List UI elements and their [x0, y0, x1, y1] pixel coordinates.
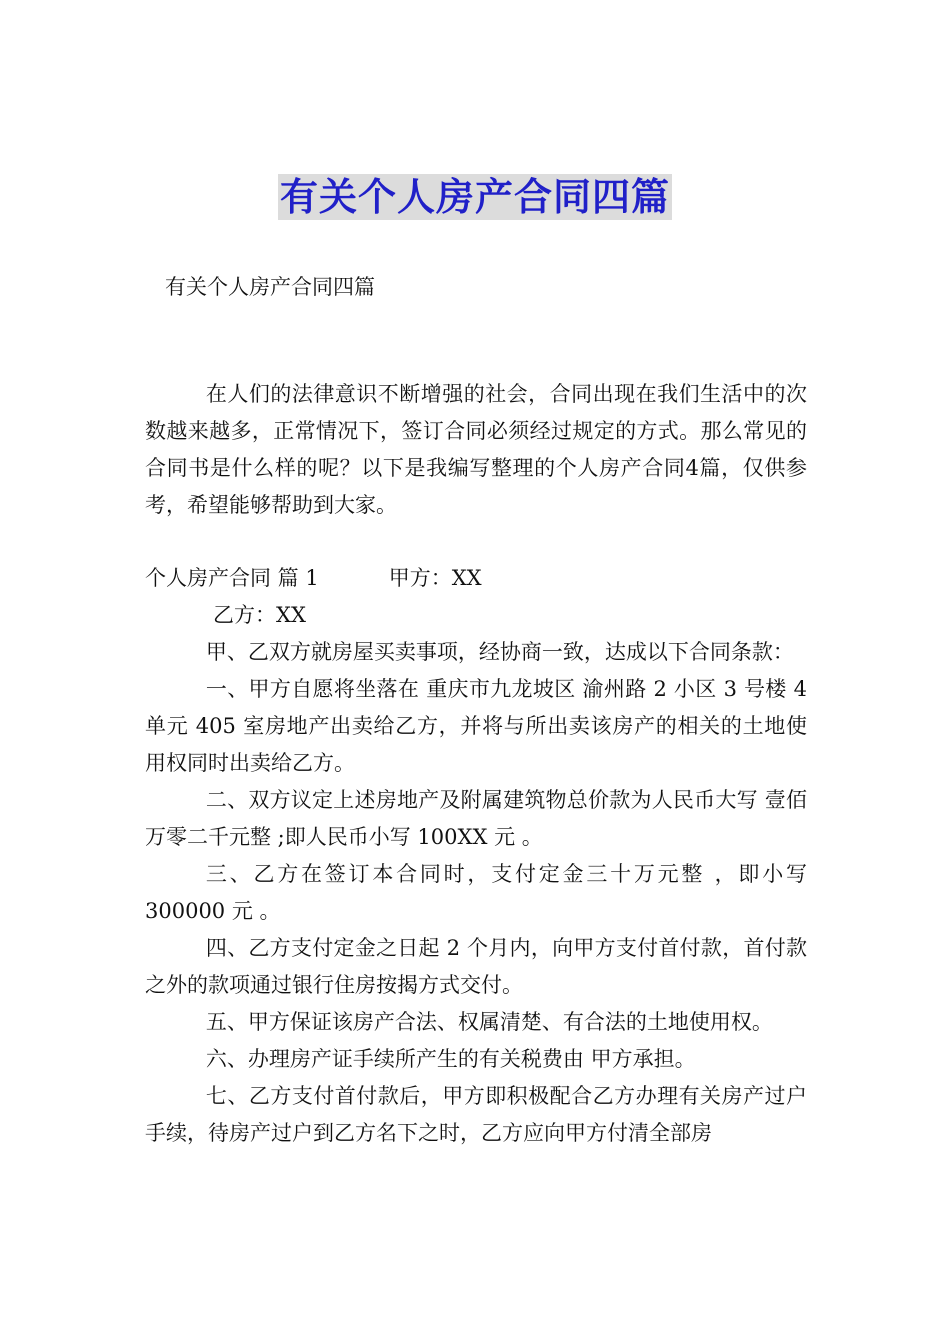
clause-5: 五、甲方保证该房产合法、权属清楚、有合法的土地使用权。	[205, 1010, 773, 1034]
intro-paragraph: 在人们的法律意识不断增强的社会，合同出现在我们生活中的次数越来越多，正常情况下，签订合同必须经过规定的方式。那么常见的合同书是什么样的呢？以下是我编写整理的个人房产合同4篇，仅供参考，希望能够帮助到大家。	[145, 382, 807, 517]
clause-2: 二、双方议定上述房地产及附属建筑物总价款为人民币大写 壹佰万零二千元整 ;即人民币小写 100XX 元 。	[145, 788, 807, 849]
title-container	[0, 174, 950, 220]
paragraph-spacer	[145, 524, 807, 560]
clause-1: 一、甲方自愿将坐落在 重庆市九龙坡区 渝州路 2 小区 3 号楼 4 单元 405 室房地产出卖给乙方，并将与所出卖该房产的相关的土地使用权同时出卖给乙方。	[145, 677, 807, 775]
clause-7: 七、乙方支付首付款后，甲方即积极配合乙方办理有关房产过户手续，待房产过户到乙方名下之时，乙方应向甲方付清全部房	[145, 1084, 807, 1145]
clause-4: 四、乙方支付定金之日起 2 个月内，向甲方支付首付款，首付款之外的款项通过银行住房按揭方式交付。	[145, 936, 807, 997]
party-a-label: 甲方：XX	[388, 566, 482, 590]
clause-3: 三、乙方在签订本合同时，支付定金三十万元整 ，即小写 300000 元 。	[145, 862, 807, 923]
preamble-paragraph: 甲、乙双方就房屋买卖事项，经协商一致，达成以下合同条款：	[205, 640, 794, 664]
contract-heading-line	[145, 560, 807, 597]
contract-heading: 个人房产合同 篇 1	[145, 566, 319, 590]
party-b-line: 乙方：XX	[213, 603, 306, 627]
document-title: 有关个人房产合同四篇	[279, 175, 670, 219]
clause-6: 六、办理房产证手续所产生的有关税费由 甲方承担。	[205, 1047, 696, 1071]
document-body	[145, 376, 807, 1152]
document-subtitle: 有关个人房产合同四篇	[165, 275, 375, 299]
